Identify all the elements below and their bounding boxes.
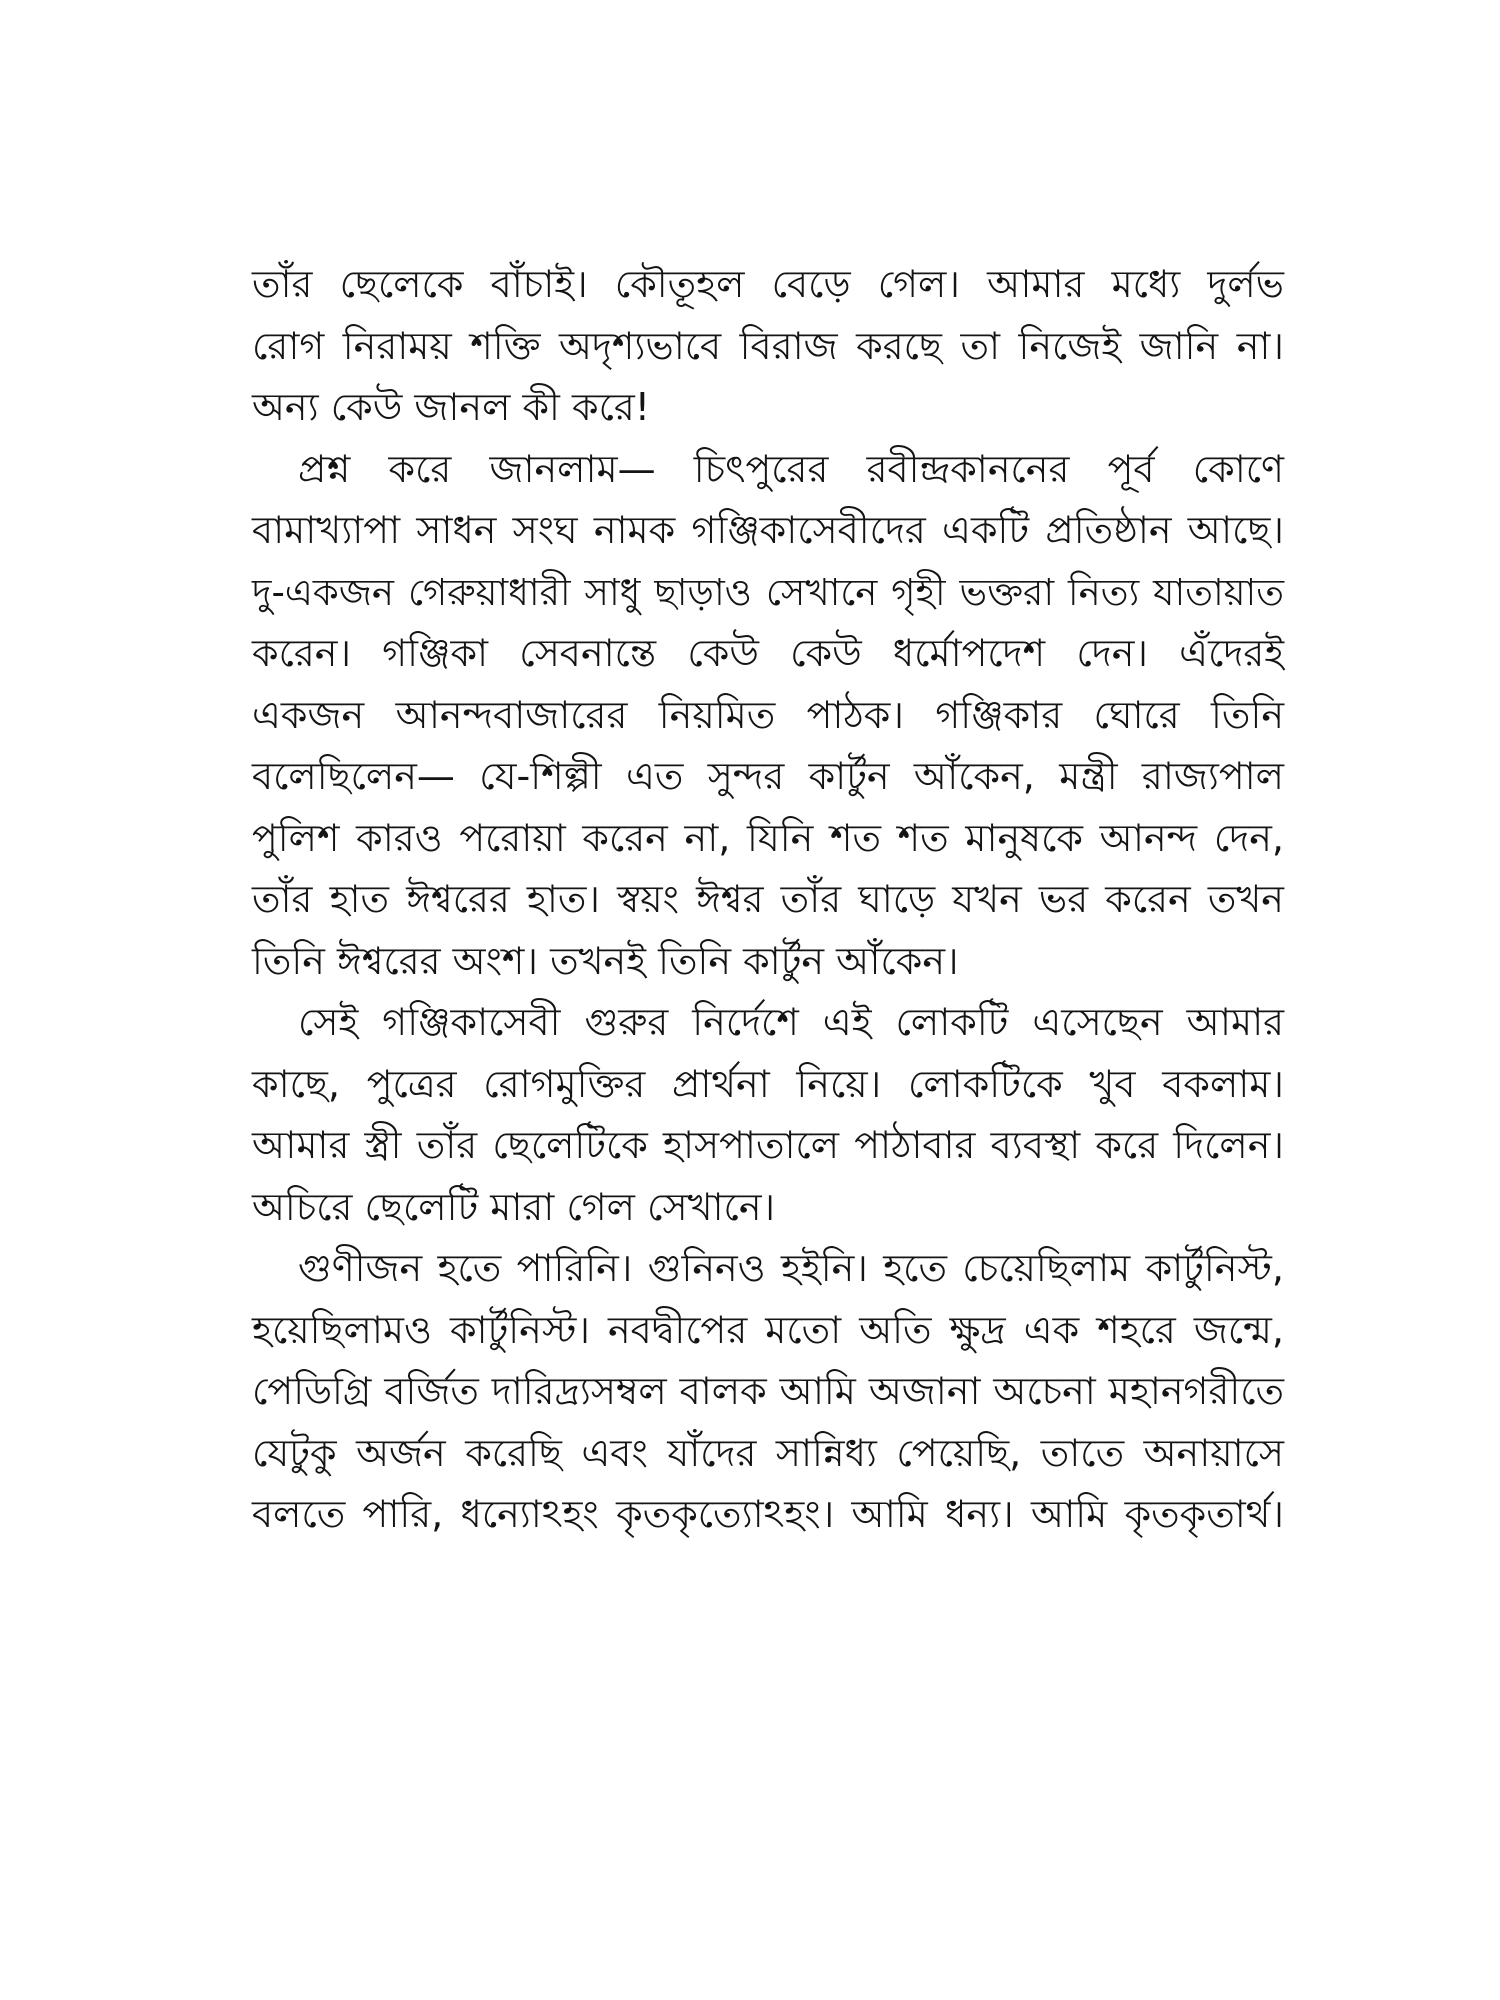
text-line: আমার স্ত্রী তাঁর ছেলেটিকে হাসপাতালে পাঠাবার ব্যবস্থা করে দিলেন।: [252, 1123, 1284, 1167]
text-line: গুণীজন হতে পারিনি। গুনিনও হইনি। হতে চেয়েছিলাম কার্টুনিস্ট,: [298, 1246, 1284, 1290]
text-line: অন্য কেউ জানল কী করে!: [252, 385, 650, 429]
text-line: একজন আনন্দবাজারের নিয়মিত পাঠক। গঞ্জিকার ঘোরে তিনি: [252, 692, 1284, 737]
text-line: অচিরে ছেলেটি মারা গেল সেখানে।: [252, 1184, 776, 1229]
text-line: বামাখ্যাপা সাধন সংঘ নামক গঞ্জিকাসেবীদের একটি প্রতিষ্ঠান আছে।: [252, 508, 1284, 552]
body-text: [252, 254, 1284, 1546]
paragraph-4: [252, 1238, 1284, 1546]
text-line: রোগ নিরাময় শক্তি অদৃশ্যভাবে বিরাজ করছে তা নিজেই জানি না।: [252, 323, 1284, 368]
text-line: সেই গঞ্জিকাসেবী গুরুর নির্দেশে এই লোকটি এসেছেন আমার: [298, 1000, 1284, 1044]
paragraph-3: [252, 992, 1284, 1238]
text-line: বলতে পারি, ধন্যোঽহং কৃতকৃত্যোঽহং। আমি ধন্য। আমি কৃতকৃতার্থ।: [252, 1492, 1284, 1536]
text-line: তাঁর হাত ঈশ্বরের হাত। স্বয়ং ঈশ্বর তাঁর ঘাড়ে যখন ভর করেন তখন: [252, 877, 1284, 921]
text-line: হয়েছিলামও কার্টুনিস্ট। নবদ্বীপের মতো অতি ক্ষুদ্র এক শহরে জন্মে,: [252, 1307, 1284, 1352]
paragraph-1: [252, 254, 1284, 439]
text-line: প্রশ্ন করে জানলাম— চিৎপুরের রবীন্দ্রকাননের পূর্ব কোণে: [298, 446, 1284, 491]
text-line: বলেছিলেন— যে-শিল্পী এত সুন্দর কার্টুন আঁকেন, মন্ত্রী রাজ্যপাল: [252, 754, 1284, 798]
text-line: পেডিগ্রি বর্জিত দারিদ্র্যসম্বল বালক আমি অজানা অচেনা মহানগরীতে: [252, 1369, 1284, 1413]
text-line: পুলিশ কারও পরোয়া করেন না, যিনি শত শত মানুষকে আনন্দ দেন,: [252, 815, 1284, 860]
text-line: কাছে, পুত্রের রোগমুক্তির প্রার্থনা নিয়ে। লোকটিকে খুব বকলাম।: [252, 1061, 1284, 1106]
text-line: তিনি ঈশ্বরের অংশ। তখনই তিনি কার্টুন আঁকেন।: [252, 938, 959, 983]
text-line: যেটুকু অর্জন করেছি এবং যাঁদের সান্নিধ্য পেয়েছি, তাতে অনায়াসে: [252, 1430, 1284, 1475]
paragraph-2: [252, 439, 1284, 993]
text-line: দু-একজন গেরুয়াধারী সাধু ছাড়াও সেখানে গৃহী ভক্তরা নিত্য যাতায়াত: [252, 570, 1284, 614]
text-line: করেন। গঞ্জিকা সেবনান্তে কেউ কেউ ধর্মোপদেশ দেন। এঁদেরই: [252, 631, 1284, 675]
text-line: তাঁর ছেলেকে বাঁচাই। কৌতূহল বেড়ে গেল। আমার মধ্যে দুর্লভ: [252, 262, 1284, 306]
